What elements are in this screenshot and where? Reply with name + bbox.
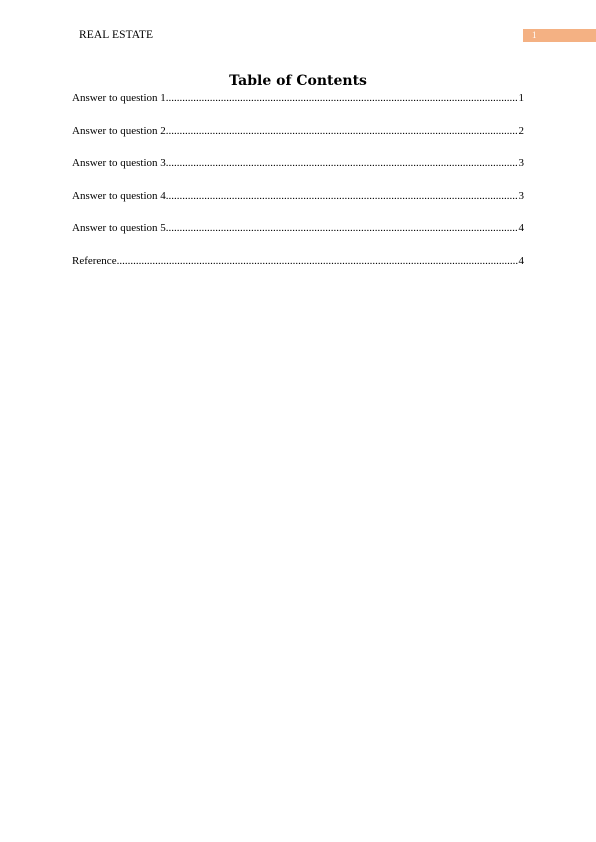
toc-entry-page: 3 <box>518 157 524 169</box>
toc-dot-leader <box>166 190 518 203</box>
toc-entry[interactable] <box>72 222 524 235</box>
toc-dot-leader <box>166 92 518 105</box>
toc-entry[interactable] <box>72 125 524 138</box>
toc-entry-label: Answer to question 3 <box>72 157 166 169</box>
toc-entry-page: 4 <box>518 254 524 267</box>
toc-entry[interactable] <box>72 255 524 268</box>
toc-entry-page: 2 <box>518 124 524 137</box>
toc-dot-leader <box>166 222 518 235</box>
page-number-badge <box>523 29 596 42</box>
toc-entry[interactable] <box>72 92 524 105</box>
toc-entry-page: 3 <box>518 189 524 202</box>
toc-entry-page: 1 <box>518 92 524 104</box>
toc-list <box>72 92 524 268</box>
toc-heading: Table of Contents <box>229 73 367 89</box>
toc-entry-page: 4 <box>518 222 524 234</box>
toc-dot-leader <box>166 125 518 138</box>
toc-entry[interactable] <box>72 157 524 170</box>
toc-entry-label: Answer to question 5 <box>72 222 166 234</box>
toc-dot-leader <box>117 255 518 268</box>
toc-dot-leader <box>166 157 518 170</box>
toc-entry[interactable] <box>72 190 524 203</box>
toc-entry-label: Reference <box>72 254 117 267</box>
toc-entry-label: Answer to question 4 <box>72 189 166 202</box>
toc-entry-label: Answer to question 1 <box>72 92 166 104</box>
running-header-title: REAL ESTATE <box>79 29 154 41</box>
toc-entry-label: Answer to question 2 <box>72 124 166 137</box>
page-number: 1 <box>532 30 537 40</box>
